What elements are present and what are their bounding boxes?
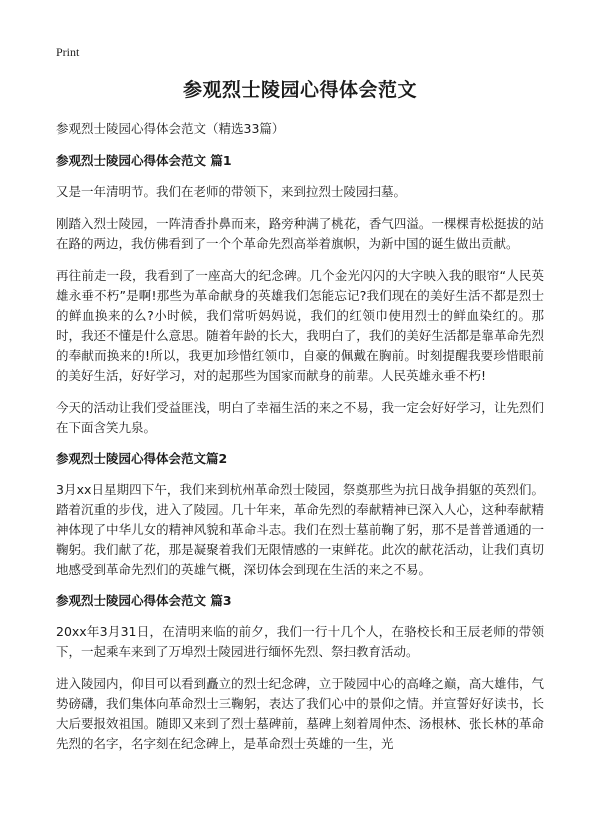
paragraph: 20xx年3月31日，在清明来临的前夕，我们一行十几个人，在骆校长和王辰老师的带领下，一起乘车来到了万埠烈士陵园进行缅怀先烈、祭扫教育活动。 bbox=[56, 624, 544, 659]
section-heading: 参观烈士陵园心得体会范文篇2 bbox=[56, 451, 228, 466]
paragraph: 又是一年清明节。我们在老师的带领下，来到拉烈士陵园扫墓。 bbox=[56, 184, 407, 199]
paragraph: 刚踏入烈士陵园，一阵清香扑鼻而来，路旁种满了桃花，香气四溢。一棵棵青松挺拔的站在路的两边，我仿佛看到了一个个革命先烈高举着旗帜，为新中国的诞生做出贡献。 bbox=[56, 216, 544, 251]
paragraph: 进入陵园内，仰目可以看到矗立的烈士纪念碑，立于陵园中心的高峰之巅，高大雄伟，气势磅礴，我们集体向革命烈士三鞠躬，表达了我们心中的景仰之情。并宣誓好好读书，长大后要报效祖国。随即又来到了烈士墓碑前，墓碑上刻着周仲杰、汤根林、张长林的革命先烈的名字，名字刻在纪念碑上，是革命烈士英雄的一生，光 bbox=[56, 676, 544, 751]
article-section-3 bbox=[56, 592, 544, 754]
paragraph: 今天的活动让我们受益匪浅，明白了幸福生活的来之不易，我一定会好好学习，让先烈们在下面含笑九泉。 bbox=[56, 400, 544, 435]
document-subtitle: 参观烈士陵园心得体会范文（精选33篇） bbox=[56, 121, 285, 136]
document-title: 参观烈士陵园心得体会范文 bbox=[182, 79, 417, 101]
section-heading: 参观烈士陵园心得体会范文 篇1 bbox=[56, 153, 232, 168]
section-heading: 参观烈士陵园心得体会范文 篇3 bbox=[56, 593, 232, 608]
print-label[interactable]: Print bbox=[56, 45, 80, 59]
paragraph: 再往前走一段，我看到了一座高大的纪念碑。几个金光闪闪的大字映入我的眼帘“人民英雄永垂不朽”是啊!那些为革命献身的英雄我们怎能忘记?我们现在的美好生活不都是烈士的鲜血换来的么?小时候，我们常听妈妈说，我们的红领巾使用烈士的鲜血染红的。那时，我还不懂是什么意思。随着年龄的长大，我明白了，我们的美好生活都是靠革命先烈的奉献而换来的!所以，我更加珍惜红领巾，自豪的佩戴在胸前。时刻提醒我要珍惜眼前的美好生活，好好学习，对的起那些为国家而献身的前辈。人民英雄永垂不朽! bbox=[56, 268, 544, 383]
article-section-1 bbox=[56, 152, 544, 438]
paragraph: 3月xx日星期四下午，我们来到杭州革命烈士陵园，祭奠那些为抗日战争捐躯的英烈们。踏着沉重的步伐，进入了陵园。几十年来，革命先烈的奉献精神已深入人心，这种奉献精神体现了中华儿女的精神风貌和革命斗志。我们在烈士墓前鞠了躬，那不是普普通通的一鞠躬。我们献了花，那是凝聚着我们无限情感的一束鲜花。此次的献花活动，让我们真切地感受到革命先烈们的英雄气概，深切体会到现在生活的来之不易。 bbox=[56, 482, 544, 577]
article-section-2 bbox=[56, 450, 544, 580]
